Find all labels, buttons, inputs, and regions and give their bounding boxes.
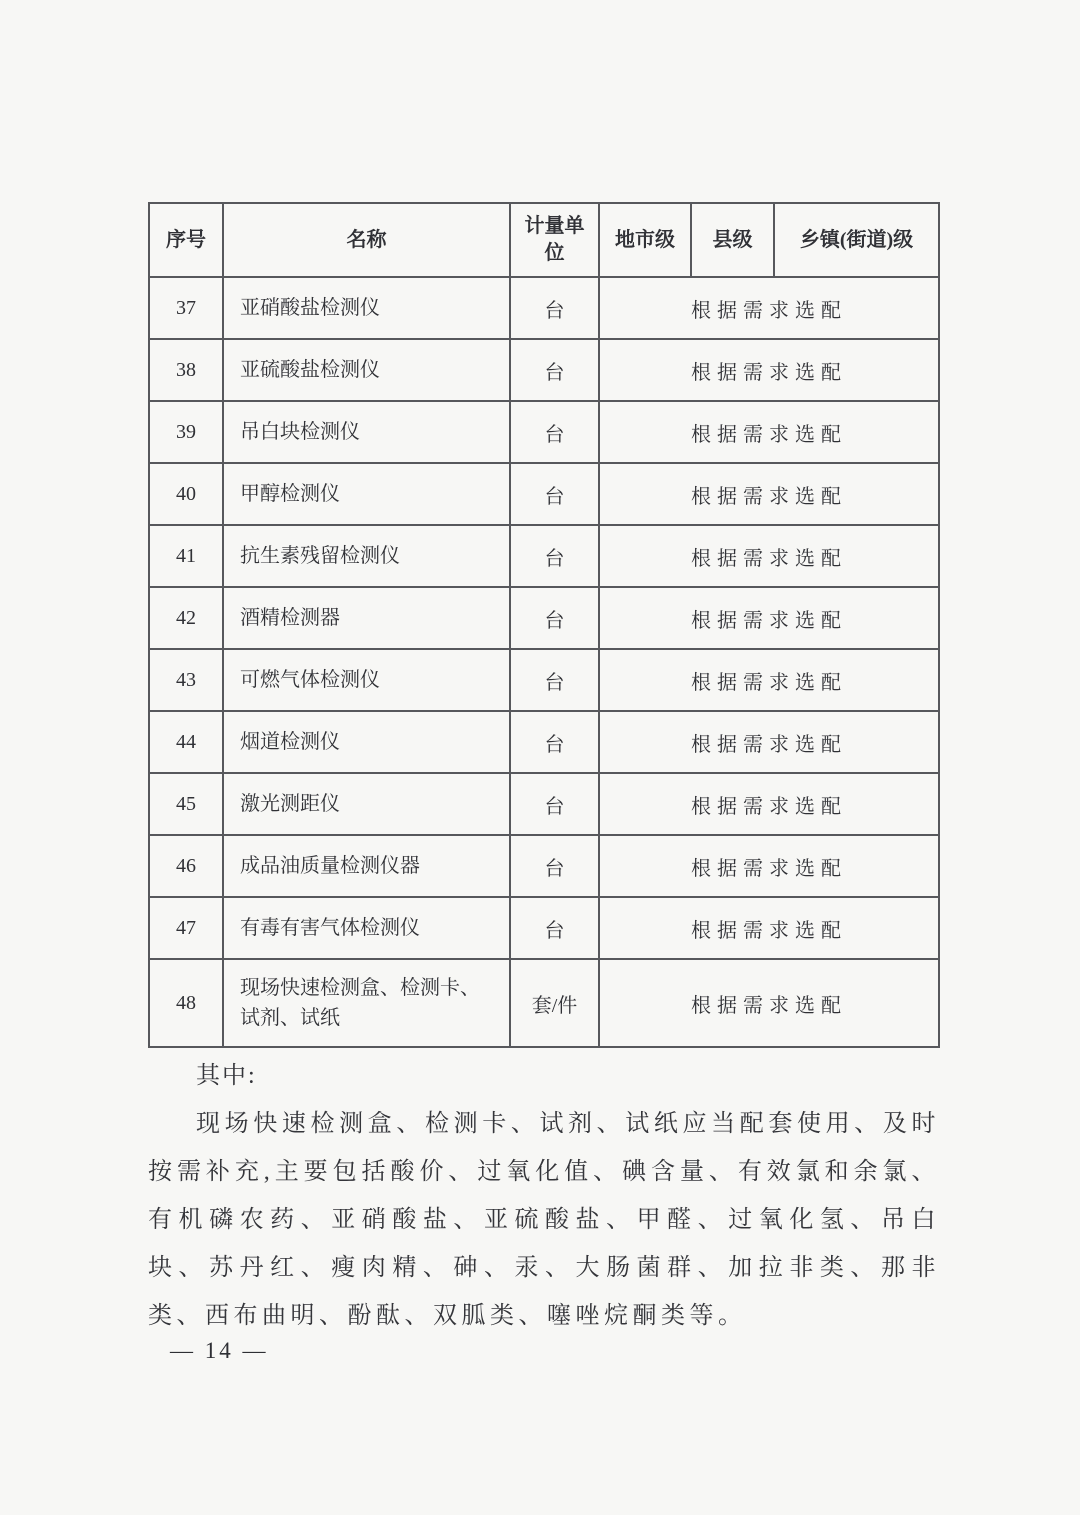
item-unit: 台 [510, 773, 599, 835]
item-unit: 台 [510, 897, 599, 959]
row-index: 39 [149, 401, 223, 463]
item-unit: 套/件 [510, 959, 599, 1047]
table-row [149, 711, 939, 773]
item-config: 根据需求选配 [599, 711, 939, 773]
table-row [149, 463, 939, 525]
row-index: 47 [149, 897, 223, 959]
item-name: 亚硝酸盐检测仪 [223, 277, 510, 339]
item-config: 根据需求选配 [599, 339, 939, 401]
table-header-row [149, 203, 939, 277]
item-name: 亚硫酸盐检测仪 [223, 339, 510, 401]
col-header-city-level: 地市级 [599, 203, 691, 277]
item-name: 激光测距仪 [223, 773, 510, 835]
item-unit: 台 [510, 649, 599, 711]
item-config: 根据需求选配 [599, 773, 939, 835]
table-row [149, 773, 939, 835]
item-name: 烟道检测仪 [223, 711, 510, 773]
table-row [149, 835, 939, 897]
row-index: 41 [149, 525, 223, 587]
item-unit: 台 [510, 339, 599, 401]
item-unit: 台 [510, 835, 599, 897]
item-unit: 台 [510, 711, 599, 773]
row-index: 40 [149, 463, 223, 525]
col-header-township-level: 乡镇(街道)级 [774, 203, 939, 277]
table-row [149, 401, 939, 463]
item-name: 甲醇检测仪 [223, 463, 510, 525]
item-name: 成品油质量检测仪器 [223, 835, 510, 897]
item-name: 可燃气体检测仪 [223, 649, 510, 711]
col-header-county-level: 县级 [691, 203, 774, 277]
row-index: 37 [149, 277, 223, 339]
notes-lead: 其中: [196, 1063, 257, 1089]
item-name: 吊白块检测仪 [223, 401, 510, 463]
item-name: 抗生素残留检测仪 [223, 525, 510, 587]
row-index: 42 [149, 587, 223, 649]
item-unit: 台 [510, 401, 599, 463]
equipment-table [148, 202, 940, 1048]
row-index: 44 [149, 711, 223, 773]
table-row [149, 277, 939, 339]
item-unit: 台 [510, 277, 599, 339]
row-index: 38 [149, 339, 223, 401]
table-row [149, 587, 939, 649]
item-config: 根据需求选配 [599, 897, 939, 959]
row-index: 43 [149, 649, 223, 711]
item-config: 根据需求选配 [599, 649, 939, 711]
notes-paragraph: 现场快速检测盒、检测卡、试剂、试纸应当配套使用、及时按需补充,主要包括酸价、过氧化值、碘含量、有效氯和余氯、有机磷农药、亚硝酸盐、亚硫酸盐、甲醛、过氧化氢、吊白块、苏丹红、瘦肉精、砷、汞、大肠菌群、加拉非类、那非类、西布曲明、酚酞、双胍类、噻唑烷酮类等。 [148, 1111, 940, 1329]
table-row [149, 339, 939, 401]
notes-section [148, 1052, 940, 1340]
item-config: 根据需求选配 [599, 463, 939, 525]
item-config: 根据需求选配 [599, 525, 939, 587]
item-name: 酒精检测器 [223, 587, 510, 649]
col-header-name: 名称 [223, 203, 510, 277]
item-name: 有毒有害气体检测仪 [223, 897, 510, 959]
item-unit: 台 [510, 525, 599, 587]
table-row [149, 649, 939, 711]
item-config: 根据需求选配 [599, 401, 939, 463]
row-index: 46 [149, 835, 223, 897]
item-config: 根据需求选配 [599, 587, 939, 649]
item-name: 现场快速检测盒、检测卡、试剂、试纸 [223, 959, 510, 1047]
item-config: 根据需求选配 [599, 959, 939, 1047]
table-row [149, 959, 939, 1047]
page-number: — 14 — [170, 1338, 269, 1363]
table-row [149, 897, 939, 959]
table-row [149, 525, 939, 587]
row-index: 48 [149, 959, 223, 1047]
item-unit: 台 [510, 463, 599, 525]
col-header-unit: 计量单位 [510, 203, 599, 277]
item-config: 根据需求选配 [599, 835, 939, 897]
item-config: 根据需求选配 [599, 277, 939, 339]
item-unit: 台 [510, 587, 599, 649]
col-header-index: 序号 [149, 203, 223, 277]
row-index: 45 [149, 773, 223, 835]
